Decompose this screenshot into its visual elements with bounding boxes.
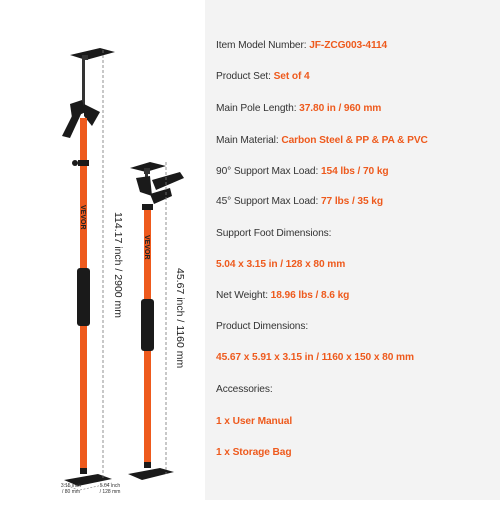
spec-pole-length-label: Main Pole Length: — [216, 103, 300, 114]
support-poles-drawing — [0, 0, 205, 500]
spec-set — [216, 71, 496, 82]
spec-material-value: Carbon Steel & PP & PA & PVC — [281, 135, 428, 146]
spec-pole-length-value: 37.80 in / 960 mm — [299, 103, 382, 114]
spec-load-90-label: 90° Support Max Load: — [216, 166, 321, 177]
spec-foot-label: Support Foot Dimensions: — [216, 228, 332, 239]
spec-accessory-manual: 1 x User Manual — [216, 416, 293, 427]
spec-product-dim-value: 45.67 x 5.91 x 3.15 in / 1160 x 150 x 80 mm — [216, 352, 414, 363]
tall-height-label: 114.17 inch / 2900 mm — [112, 212, 124, 319]
spec-material-label: Main Material: — [216, 135, 282, 146]
spec-load-45-label: 45° Support Max Load: — [216, 196, 321, 207]
foot-length-label — [95, 483, 125, 495]
product-illustration — [0, 0, 205, 500]
spec-accessory-bag: 1 x Storage Bag — [216, 447, 292, 458]
spec-accessories-label: Accessories: — [216, 384, 273, 395]
spec-weight — [216, 290, 496, 301]
spec-model-label: Item Model Number: — [216, 40, 310, 51]
tall-support-pole — [62, 48, 115, 486]
spec-load-90-value: 154 lbs / 70 kg — [320, 166, 389, 177]
foot-width-in: 3.15 inch — [60, 483, 82, 489]
spec-set-value: Set of 4 — [273, 71, 310, 82]
foot-width-label — [57, 483, 85, 495]
spec-set-label: Product Set: — [216, 71, 274, 82]
brand-label-tall: VEVOR — [79, 205, 86, 230]
short-height-label: 45.67 inch / 1160 mm — [174, 268, 186, 369]
spec-load-45 — [216, 196, 496, 207]
spec-model-value: JF-ZCG003-4114 — [309, 40, 388, 51]
foot-width-mm: / 80 mm — [61, 489, 81, 495]
spec-product-dim-label: Product Dimensions: — [216, 321, 309, 332]
brand-label-short: VEVOR — [143, 235, 150, 260]
spec-foot-value: 5.04 x 3.15 in / 128 x 80 mm — [216, 259, 346, 270]
spec-load-45-value: 77 lbs / 35 kg — [320, 196, 383, 207]
spec-weight-value: 18.96 lbs / 8.6 kg — [270, 290, 350, 301]
spec-load-90 — [216, 166, 496, 177]
spec-material — [216, 135, 496, 146]
spec-model — [216, 40, 496, 51]
specifications-panel — [205, 0, 500, 500]
spec-weight-label: Net Weight: — [216, 290, 271, 301]
foot-length-in: 5.04 inch — [99, 483, 121, 489]
foot-length-mm: / 128 mm — [99, 489, 121, 495]
spec-pole-length — [216, 103, 496, 114]
